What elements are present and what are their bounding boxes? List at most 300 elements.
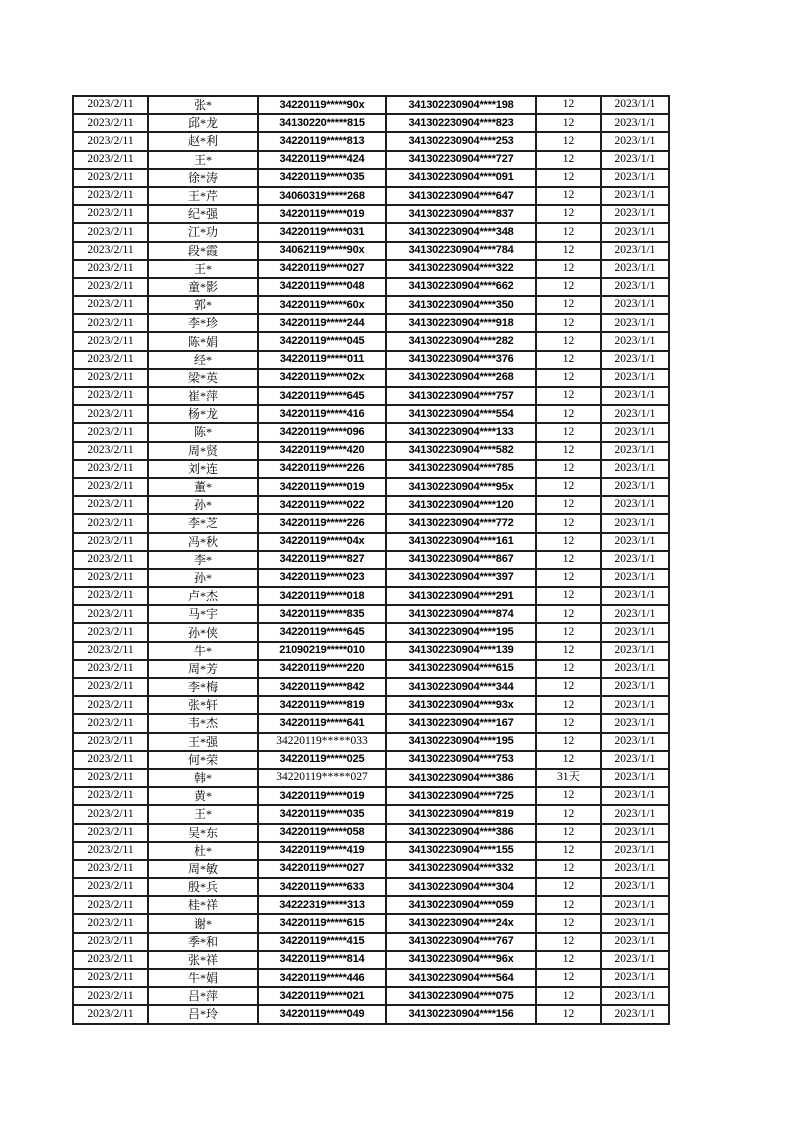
person-name-cell: 段*霞	[148, 242, 258, 260]
record-number-cell: 341302230904****615	[386, 660, 536, 678]
start-date-cell: 2023/1/1	[601, 678, 669, 696]
start-date-cell: 2023/1/1	[601, 387, 669, 405]
id-number-cell: 34220119*****226	[258, 460, 386, 478]
table-row	[73, 969, 669, 987]
duration-cell: 12	[536, 442, 601, 460]
record-number-cell: 341302230904****918	[386, 314, 536, 332]
start-date-cell: 2023/1/1	[601, 842, 669, 860]
report-date-cell: 2023/2/11	[73, 460, 148, 478]
table-row	[73, 205, 669, 223]
record-number-cell: 341302230904****376	[386, 351, 536, 369]
table-row	[73, 987, 669, 1005]
id-number-cell: 34220119*****835	[258, 605, 386, 623]
id-number-cell: 34220119*****023	[258, 569, 386, 587]
record-number-cell: 341302230904****198	[386, 96, 536, 114]
start-date-cell: 2023/1/1	[601, 751, 669, 769]
record-number-cell: 341302230904****647	[386, 187, 536, 205]
person-name-cell: 桂*祥	[148, 896, 258, 914]
report-date-cell: 2023/2/11	[73, 369, 148, 387]
report-date-cell: 2023/2/11	[73, 660, 148, 678]
report-date-cell: 2023/2/11	[73, 442, 148, 460]
report-date-cell: 2023/2/11	[73, 314, 148, 332]
duration-cell: 12	[536, 896, 601, 914]
person-name-cell: 韦*杰	[148, 714, 258, 732]
person-name-cell: 杨*龙	[148, 405, 258, 423]
report-date-cell: 2023/2/11	[73, 714, 148, 732]
record-number-cell: 341302230904****161	[386, 533, 536, 551]
start-date-cell: 2023/1/1	[601, 96, 669, 114]
report-date-cell: 2023/2/11	[73, 260, 148, 278]
table-row	[73, 787, 669, 805]
duration-cell: 12	[536, 496, 601, 514]
table-row	[73, 733, 669, 751]
start-date-cell: 2023/1/1	[601, 860, 669, 878]
start-date-cell: 2023/1/1	[601, 132, 669, 150]
record-number-cell: 341302230904****867	[386, 551, 536, 569]
report-date-cell: 2023/2/11	[73, 678, 148, 696]
duration-cell: 12	[536, 933, 601, 951]
record-number-cell: 341302230904****322	[386, 260, 536, 278]
record-number-cell: 341302230904****155	[386, 842, 536, 860]
record-number-cell: 341302230904****139	[386, 642, 536, 660]
table-row	[73, 387, 669, 405]
start-date-cell: 2023/1/1	[601, 987, 669, 1005]
id-number-cell: 34220119*****819	[258, 696, 386, 714]
record-number-cell: 341302230904****397	[386, 569, 536, 587]
record-number-cell: 341302230904****96x	[386, 951, 536, 969]
report-date-cell: 2023/2/11	[73, 914, 148, 932]
person-name-cell: 孙*侠	[148, 623, 258, 641]
start-date-cell: 2023/1/1	[601, 787, 669, 805]
id-number-cell: 34220119*****011	[258, 351, 386, 369]
start-date-cell: 2023/1/1	[601, 533, 669, 551]
start-date-cell: 2023/1/1	[601, 714, 669, 732]
id-number-cell: 34220119*****018	[258, 587, 386, 605]
table-row	[73, 696, 669, 714]
table-row	[73, 296, 669, 314]
duration-cell: 12	[536, 751, 601, 769]
table-row	[73, 933, 669, 951]
table-row	[73, 533, 669, 551]
record-number-cell: 341302230904****93x	[386, 696, 536, 714]
duration-cell: 12	[536, 260, 601, 278]
person-name-cell: 郭*	[148, 296, 258, 314]
report-date-cell: 2023/2/11	[73, 769, 148, 787]
record-number-cell: 341302230904****350	[386, 296, 536, 314]
id-number-cell: 34220119*****641	[258, 714, 386, 732]
duration-cell: 12	[536, 914, 601, 932]
person-name-cell: 吕*萍	[148, 987, 258, 1005]
record-number-cell: 341302230904****837	[386, 205, 536, 223]
table-row	[73, 114, 669, 132]
start-date-cell: 2023/1/1	[601, 769, 669, 787]
start-date-cell: 2023/1/1	[601, 260, 669, 278]
table-row	[73, 824, 669, 842]
start-date-cell: 2023/1/1	[601, 296, 669, 314]
duration-cell: 12	[536, 114, 601, 132]
person-name-cell: 王*	[148, 151, 258, 169]
report-date-cell: 2023/2/11	[73, 223, 148, 241]
record-number-cell: 341302230904****348	[386, 223, 536, 241]
id-number-cell: 34220119*****027	[258, 769, 386, 787]
table-row	[73, 478, 669, 496]
report-date-cell: 2023/2/11	[73, 824, 148, 842]
start-date-cell: 2023/1/1	[601, 896, 669, 914]
duration-cell: 12	[536, 533, 601, 551]
duration-cell: 12	[536, 660, 601, 678]
id-number-cell: 34220119*****226	[258, 514, 386, 532]
table-row	[73, 351, 669, 369]
report-date-cell: 2023/2/11	[73, 933, 148, 951]
person-name-cell: 李*	[148, 551, 258, 569]
person-name-cell: 董*	[148, 478, 258, 496]
duration-cell: 12	[536, 951, 601, 969]
report-date-cell: 2023/2/11	[73, 569, 148, 587]
table-row	[73, 405, 669, 423]
person-name-cell: 黄*	[148, 787, 258, 805]
person-name-cell: 牛*娟	[148, 969, 258, 987]
record-number-cell: 341302230904****662	[386, 278, 536, 296]
id-number-cell: 34220119*****021	[258, 987, 386, 1005]
record-number-cell: 341302230904****564	[386, 969, 536, 987]
start-date-cell: 2023/1/1	[601, 478, 669, 496]
start-date-cell: 2023/1/1	[601, 605, 669, 623]
start-date-cell: 2023/1/1	[601, 332, 669, 350]
report-date-cell: 2023/2/11	[73, 1005, 148, 1023]
duration-cell: 12	[536, 678, 601, 696]
start-date-cell: 2023/1/1	[601, 878, 669, 896]
duration-cell: 12	[536, 733, 601, 751]
id-number-cell: 34220119*****035	[258, 169, 386, 187]
report-date-cell: 2023/2/11	[73, 296, 148, 314]
start-date-cell: 2023/1/1	[601, 223, 669, 241]
id-number-cell: 34220119*****415	[258, 933, 386, 951]
id-number-cell: 34220119*****424	[258, 151, 386, 169]
duration-cell: 12	[536, 296, 601, 314]
person-name-cell: 徐*涛	[148, 169, 258, 187]
duration-cell: 12	[536, 696, 601, 714]
record-number-cell: 341302230904****156	[386, 1005, 536, 1023]
duration-cell: 12	[536, 405, 601, 423]
table-row	[73, 442, 669, 460]
report-date-cell: 2023/2/11	[73, 114, 148, 132]
duration-cell: 12	[536, 987, 601, 1005]
table-row	[73, 914, 669, 932]
person-name-cell: 吕*玲	[148, 1005, 258, 1023]
records-table	[72, 95, 670, 1025]
start-date-cell: 2023/1/1	[601, 496, 669, 514]
id-number-cell: 34220119*****90x	[258, 96, 386, 114]
record-number-cell: 341302230904****253	[386, 132, 536, 150]
person-name-cell: 梁*英	[148, 369, 258, 387]
id-number-cell: 34220119*****416	[258, 405, 386, 423]
report-date-cell: 2023/2/11	[73, 751, 148, 769]
record-number-cell: 341302230904****772	[386, 514, 536, 532]
person-name-cell: 经*	[148, 351, 258, 369]
report-date-cell: 2023/2/11	[73, 951, 148, 969]
duration-cell: 12	[536, 824, 601, 842]
duration-cell: 12	[536, 151, 601, 169]
report-date-cell: 2023/2/11	[73, 787, 148, 805]
duration-cell: 12	[536, 805, 601, 823]
person-name-cell: 崔*萍	[148, 387, 258, 405]
start-date-cell: 2023/1/1	[601, 733, 669, 751]
table-row	[73, 496, 669, 514]
duration-cell: 12	[536, 187, 601, 205]
record-number-cell: 341302230904****823	[386, 114, 536, 132]
id-number-cell: 34062119*****90x	[258, 242, 386, 260]
record-number-cell: 341302230904****753	[386, 751, 536, 769]
duration-cell: 12	[536, 351, 601, 369]
duration-cell: 12	[536, 623, 601, 641]
person-name-cell: 马*宇	[148, 605, 258, 623]
report-date-cell: 2023/2/11	[73, 387, 148, 405]
id-number-cell: 34222319*****313	[258, 896, 386, 914]
table-row	[73, 169, 669, 187]
report-date-cell: 2023/2/11	[73, 496, 148, 514]
person-name-cell: 王*	[148, 805, 258, 823]
table-row	[73, 369, 669, 387]
duration-cell: 12	[536, 387, 601, 405]
duration-cell: 12	[536, 605, 601, 623]
start-date-cell: 2023/1/1	[601, 569, 669, 587]
id-number-cell: 34220119*****049	[258, 1005, 386, 1023]
duration-cell: 12	[536, 842, 601, 860]
person-name-cell: 周*敏	[148, 860, 258, 878]
id-number-cell: 34220119*****615	[258, 914, 386, 932]
report-date-cell: 2023/2/11	[73, 169, 148, 187]
start-date-cell: 2023/1/1	[601, 933, 669, 951]
person-name-cell: 谢*	[148, 914, 258, 932]
record-number-cell: 341302230904****282	[386, 332, 536, 350]
person-name-cell: 江*功	[148, 223, 258, 241]
table-row	[73, 623, 669, 641]
id-number-cell: 34220119*****058	[258, 824, 386, 842]
report-date-cell: 2023/2/11	[73, 187, 148, 205]
start-date-cell: 2023/1/1	[601, 805, 669, 823]
id-number-cell: 34220119*****645	[258, 387, 386, 405]
start-date-cell: 2023/1/1	[601, 914, 669, 932]
person-name-cell: 刘*连	[148, 460, 258, 478]
table-row	[73, 551, 669, 569]
person-name-cell: 殷*兵	[148, 878, 258, 896]
record-number-cell: 341302230904****819	[386, 805, 536, 823]
report-date-cell: 2023/2/11	[73, 987, 148, 1005]
id-number-cell: 34060319*****268	[258, 187, 386, 205]
report-date-cell: 2023/2/11	[73, 332, 148, 350]
person-name-cell: 牛*	[148, 642, 258, 660]
id-number-cell: 34220119*****019	[258, 787, 386, 805]
table-row	[73, 278, 669, 296]
start-date-cell: 2023/1/1	[601, 623, 669, 641]
id-number-cell: 34220119*****814	[258, 951, 386, 969]
record-number-cell: 341302230904****874	[386, 605, 536, 623]
id-number-cell: 34220119*****645	[258, 623, 386, 641]
id-number-cell: 34130220*****815	[258, 114, 386, 132]
person-name-cell: 邱*龙	[148, 114, 258, 132]
table-row	[73, 842, 669, 860]
person-name-cell: 孙*	[148, 569, 258, 587]
start-date-cell: 2023/1/1	[601, 114, 669, 132]
report-date-cell: 2023/2/11	[73, 96, 148, 114]
start-date-cell: 2023/1/1	[601, 460, 669, 478]
record-number-cell: 341302230904****268	[386, 369, 536, 387]
report-date-cell: 2023/2/11	[73, 733, 148, 751]
report-date-cell: 2023/2/11	[73, 587, 148, 605]
id-number-cell: 34220119*****220	[258, 660, 386, 678]
person-name-cell: 周*芳	[148, 660, 258, 678]
table-row	[73, 642, 669, 660]
record-number-cell: 341302230904****767	[386, 933, 536, 951]
duration-cell: 12	[536, 132, 601, 150]
record-number-cell: 341302230904****386	[386, 769, 536, 787]
start-date-cell: 2023/1/1	[601, 369, 669, 387]
duration-cell: 12	[536, 278, 601, 296]
table-row	[73, 332, 669, 350]
report-date-cell: 2023/2/11	[73, 351, 148, 369]
id-number-cell: 34220119*****420	[258, 442, 386, 460]
start-date-cell: 2023/1/1	[601, 351, 669, 369]
id-number-cell: 34220119*****04x	[258, 533, 386, 551]
report-date-cell: 2023/2/11	[73, 605, 148, 623]
start-date-cell: 2023/1/1	[601, 423, 669, 441]
record-number-cell: 341302230904****167	[386, 714, 536, 732]
table-row	[73, 896, 669, 914]
person-name-cell: 王*	[148, 260, 258, 278]
id-number-cell: 34220119*****022	[258, 496, 386, 514]
id-number-cell: 34220119*****019	[258, 205, 386, 223]
table-row	[73, 314, 669, 332]
record-number-cell: 341302230904****785	[386, 460, 536, 478]
table-row	[73, 132, 669, 150]
report-date-cell: 2023/2/11	[73, 969, 148, 987]
duration-cell: 12	[536, 332, 601, 350]
id-number-cell: 34220119*****60x	[258, 296, 386, 314]
id-number-cell: 34220119*****027	[258, 860, 386, 878]
id-number-cell: 34220119*****048	[258, 278, 386, 296]
duration-cell: 12	[536, 569, 601, 587]
person-name-cell: 周*贤	[148, 442, 258, 460]
start-date-cell: 2023/1/1	[601, 405, 669, 423]
person-name-cell: 王*芹	[148, 187, 258, 205]
record-number-cell: 341302230904****784	[386, 242, 536, 260]
person-name-cell: 赵*利	[148, 132, 258, 150]
person-name-cell: 吴*东	[148, 824, 258, 842]
report-date-cell: 2023/2/11	[73, 696, 148, 714]
start-date-cell: 2023/1/1	[601, 187, 669, 205]
duration-cell: 12	[536, 423, 601, 441]
person-name-cell: 陈*	[148, 423, 258, 441]
duration-cell: 12	[536, 787, 601, 805]
report-date-cell: 2023/2/11	[73, 642, 148, 660]
duration-cell: 12	[536, 642, 601, 660]
record-number-cell: 341302230904****195	[386, 733, 536, 751]
table-row	[73, 1005, 669, 1023]
id-number-cell: 34220119*****446	[258, 969, 386, 987]
report-date-cell: 2023/2/11	[73, 242, 148, 260]
id-number-cell: 34220119*****842	[258, 678, 386, 696]
start-date-cell: 2023/1/1	[601, 314, 669, 332]
table-row	[73, 660, 669, 678]
id-number-cell: 34220119*****045	[258, 332, 386, 350]
person-name-cell: 张*轩	[148, 696, 258, 714]
record-number-cell: 341302230904****757	[386, 387, 536, 405]
start-date-cell: 2023/1/1	[601, 824, 669, 842]
person-name-cell: 李*芝	[148, 514, 258, 532]
id-number-cell: 34220119*****033	[258, 733, 386, 751]
table-row	[73, 514, 669, 532]
person-name-cell: 韩*	[148, 769, 258, 787]
start-date-cell: 2023/1/1	[601, 642, 669, 660]
duration-cell: 12	[536, 878, 601, 896]
person-name-cell: 冯*秋	[148, 533, 258, 551]
duration-cell: 12	[536, 314, 601, 332]
record-number-cell: 341302230904****195	[386, 623, 536, 641]
report-date-cell: 2023/2/11	[73, 151, 148, 169]
start-date-cell: 2023/1/1	[601, 278, 669, 296]
duration-cell: 12	[536, 551, 601, 569]
record-number-cell: 341302230904****091	[386, 169, 536, 187]
id-number-cell: 34220119*****02x	[258, 369, 386, 387]
id-number-cell: 34220119*****419	[258, 842, 386, 860]
duration-cell: 31天	[536, 769, 601, 787]
report-date-cell: 2023/2/11	[73, 478, 148, 496]
person-name-cell: 张*	[148, 96, 258, 114]
table-row	[73, 714, 669, 732]
person-name-cell: 卢*杰	[148, 587, 258, 605]
start-date-cell: 2023/1/1	[601, 205, 669, 223]
person-name-cell: 张*祥	[148, 951, 258, 969]
table-row	[73, 587, 669, 605]
record-number-cell: 341302230904****24x	[386, 914, 536, 932]
id-number-cell: 34220119*****031	[258, 223, 386, 241]
report-date-cell: 2023/2/11	[73, 896, 148, 914]
start-date-cell: 2023/1/1	[601, 587, 669, 605]
table-row	[73, 805, 669, 823]
table-row	[73, 242, 669, 260]
table-row	[73, 460, 669, 478]
record-number-cell: 341302230904****582	[386, 442, 536, 460]
report-date-cell: 2023/2/11	[73, 878, 148, 896]
id-number-cell: 34220119*****813	[258, 132, 386, 150]
record-number-cell: 341302230904****725	[386, 787, 536, 805]
report-date-cell: 2023/2/11	[73, 551, 148, 569]
id-number-cell: 34220119*****244	[258, 314, 386, 332]
report-date-cell: 2023/2/11	[73, 533, 148, 551]
person-name-cell: 季*和	[148, 933, 258, 951]
table-row	[73, 878, 669, 896]
record-number-cell: 341302230904****554	[386, 405, 536, 423]
report-date-cell: 2023/2/11	[73, 132, 148, 150]
table-row	[73, 223, 669, 241]
duration-cell: 12	[536, 860, 601, 878]
table-row	[73, 951, 669, 969]
start-date-cell: 2023/1/1	[601, 1005, 669, 1023]
person-name-cell: 纪*强	[148, 205, 258, 223]
report-date-cell: 2023/2/11	[73, 205, 148, 223]
id-number-cell: 34220119*****827	[258, 551, 386, 569]
duration-cell: 12	[536, 478, 601, 496]
id-number-cell: 34220119*****025	[258, 751, 386, 769]
person-name-cell: 孙*	[148, 496, 258, 514]
duration-cell: 12	[536, 242, 601, 260]
table-row	[73, 260, 669, 278]
report-date-cell: 2023/2/11	[73, 805, 148, 823]
report-date-cell: 2023/2/11	[73, 423, 148, 441]
duration-cell: 12	[536, 169, 601, 187]
record-number-cell: 341302230904****344	[386, 678, 536, 696]
record-number-cell: 341302230904****291	[386, 587, 536, 605]
